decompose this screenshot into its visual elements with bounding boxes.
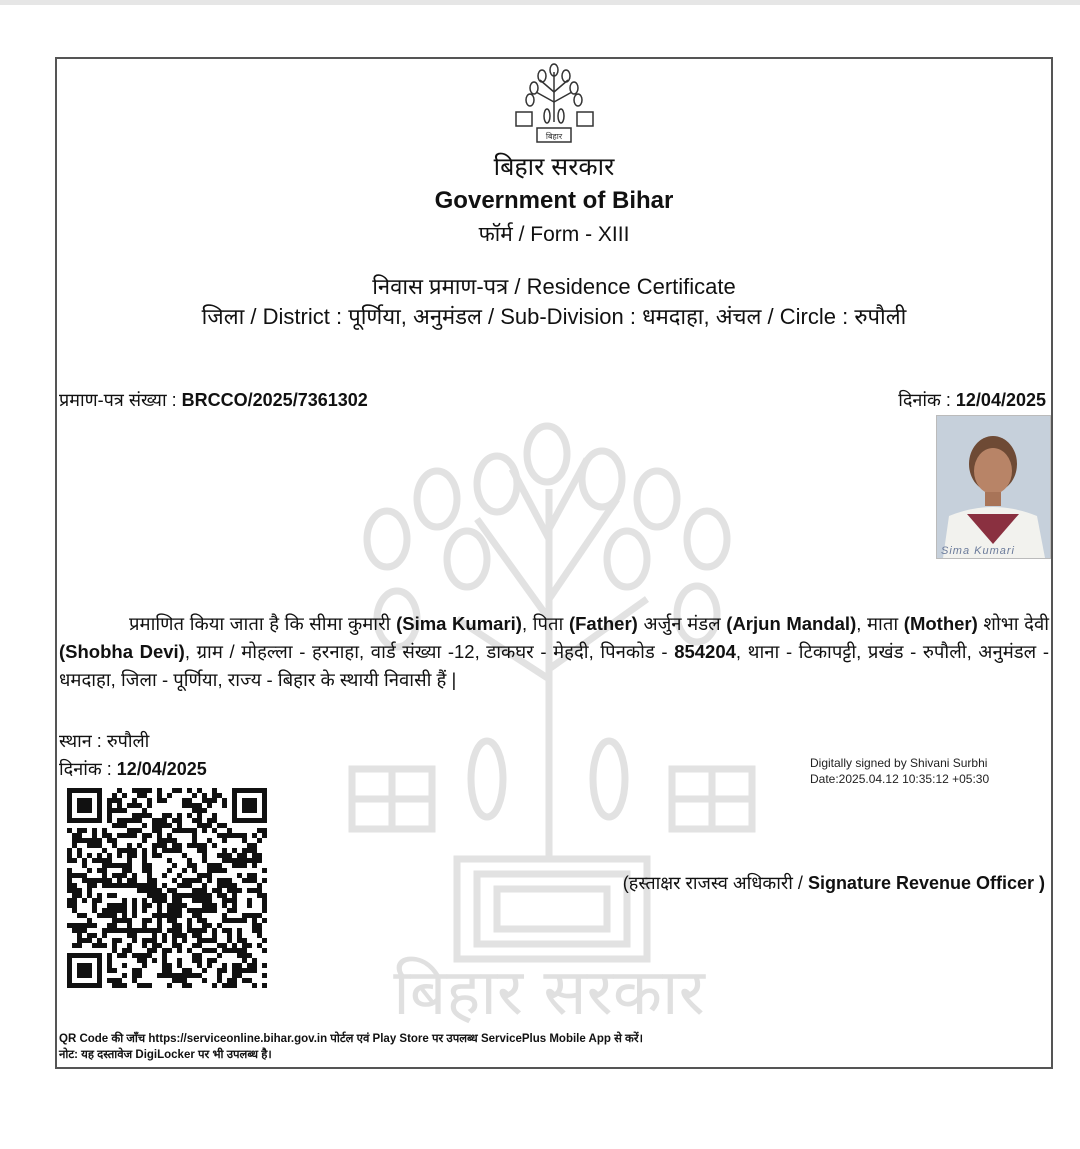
digital-signature-line2: Date:2025.04.12 10:35:12 +05:30 [810,772,990,786]
father-name-en: (Arjun Mandal) [726,613,857,634]
emblem-text: बिहार [545,132,563,141]
body-text-2: , पिता [521,613,564,634]
digital-signature [810,755,989,787]
certificate-number-label: प्रमाण-पत्र संख्या : [59,390,177,410]
certificate-date-label: दिनांक : [898,390,951,410]
district-line [57,301,1051,331]
issue-date-value: 12/04/2025 [116,759,207,779]
footer-line1: QR Code की जाँच https://serviceonline.bihar.gov.in पोर्टल एवं Play Store पर उपलब्ध ServicePlus Mobile App से करें। [59,1033,643,1045]
address-text: , ग्राम / मोहल्ला - हरनाहा, वार्ड संख्या -12, डाकघर - मेहदी, पिनकोड - [184,641,668,662]
father-label: (Father) [568,613,638,634]
certificate-number [59,388,368,412]
photo-signature: Sima Kumari [941,545,1015,557]
top-bar [0,0,1080,5]
mother-name-en: (Shobha Devi) [59,641,185,662]
footer-note [59,1031,643,1063]
watermark-text: बिहार सरकार [393,956,705,1030]
certificate-number-value: BRCCO/2025/7361302 [181,390,368,410]
district-value: पूर्णिया, [348,304,407,329]
signature-label-hindi: (हस्ताक्षर राजस्व अधिकारी / [622,873,803,893]
applicant-photo [936,415,1051,559]
header-english-title: Government of Bihar [434,187,674,214]
footer-line2: नोट: यह दस्तावेज DigiLocker पर भी उपलब्ध है। [59,1049,272,1061]
certificate-date-value: 12/04/2025 [955,390,1046,410]
issue-date-label: दिनांक : [59,759,112,779]
signature-label-english: Signature Revenue Officer ) [807,873,1045,893]
qr-code-icon [67,788,267,988]
place-value: रुपौली [106,731,150,751]
form-label: फॉर्म / Form - XIII [478,223,630,246]
certificate-document [55,57,1053,1069]
body-text-1: प्रमाणित किया जाता है कि सीमा कुमारी [129,613,391,634]
signature-label [623,871,1045,895]
applicant-name-en: (Sima Kumari) [396,613,522,634]
circle-label: अंचल / Circle : [715,304,849,329]
father-name-hi: अर्जुन मंडल [643,613,721,634]
mother-name-hi: शोभा देवी [983,613,1050,634]
certificate-title: निवास प्रमाण-पत्र / Residence Certificate [372,274,736,299]
person-photo-icon [937,416,1050,558]
pincode: 854204 [674,641,736,662]
address-text-2: , थाना - टिकापट्टी, प्रखंड - रुपौली, अनुमंडल - धमदाहा, जिला - पूर्णिया, राज्य - बिहार के स्थायी निवासी हैं | [59,641,1049,690]
subdivision-value: धमदाहा, [642,304,710,329]
mother-label: (Mother) [903,613,978,634]
district-label: जिला / District : [201,304,343,329]
certificate-body [59,610,1049,694]
place [59,729,149,753]
issue-date [59,757,207,781]
subdivision-label: अनुमंडल / Sub-Division : [413,304,636,329]
bihar-emblem-icon [512,62,597,147]
header-hindi-title: बिहार सरकार [493,153,615,181]
place-label: स्थान : [59,731,102,751]
body-text-4: , माता [856,613,899,634]
digital-signature-line1: Digitally signed by Shivani Surbhi [810,756,988,770]
circle-value: रुपौली [854,304,907,329]
certificate-date [898,388,1046,412]
